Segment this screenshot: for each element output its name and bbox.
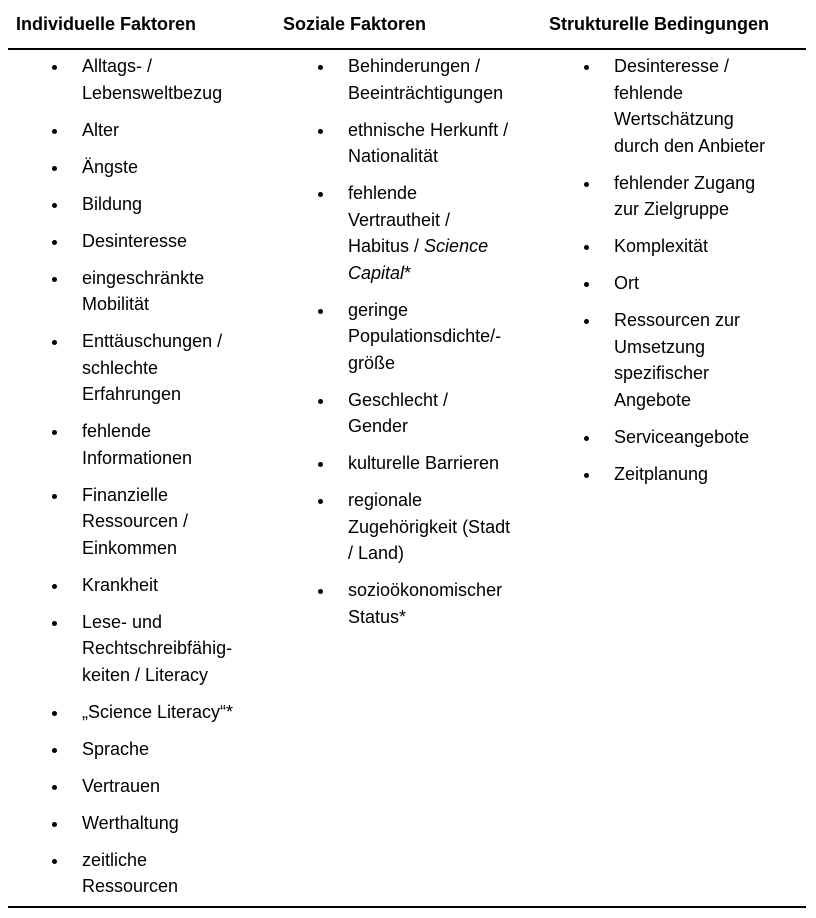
bullet-icon (318, 192, 323, 197)
list-item-line: Ressourcen zur (614, 310, 741, 330)
list-item-line: Vertrautheit / (348, 209, 451, 230)
list-item-line: Umsetzung (614, 336, 706, 357)
list-item-line: / Land) (348, 543, 405, 563)
bullet-icon (318, 65, 323, 70)
column-individuelle-faktoren (8, 53, 273, 910)
bullet-icon (318, 499, 323, 504)
list-soziale-faktoren (273, 53, 540, 630)
list-item-line: kulturelle Barrieren (348, 453, 500, 473)
list-item-text (614, 233, 806, 260)
bullet-icon (584, 436, 589, 441)
list-item-line: Alltags- / (82, 56, 153, 76)
list-item (273, 387, 540, 440)
list-item-line: Serviceangebote (614, 426, 750, 447)
bullet-icon (52, 430, 57, 435)
header-soziale-faktoren: Soziale Faktoren (283, 14, 427, 34)
table-header-row (8, 0, 806, 48)
list-item-line: Desinteresse / (614, 56, 730, 76)
list-item-text (82, 482, 273, 562)
list-item (273, 577, 540, 630)
list-item-text (82, 228, 273, 255)
bullet-icon (52, 240, 57, 245)
list-item-italic-text: Capital (348, 262, 405, 283)
list-item-text (82, 117, 273, 144)
list-item-line: größe (348, 352, 396, 373)
list-item-line: Lese- und (82, 611, 163, 632)
list-item (8, 228, 273, 255)
list-item-text (82, 328, 273, 408)
list-item-plain-text: * (404, 262, 412, 283)
list-item-line: Populationsdichte/- (348, 326, 502, 346)
list-item (540, 170, 806, 223)
list-item-text (348, 117, 540, 170)
bullet-icon (52, 65, 57, 70)
bullet-icon (318, 309, 323, 314)
list-item-line: Alter (82, 119, 120, 140)
list-item (540, 424, 806, 451)
list-item-text (82, 154, 273, 181)
list-item-text (82, 418, 273, 471)
list-item-line (348, 233, 540, 260)
bullet-icon (584, 65, 589, 70)
list-item-text (614, 270, 806, 297)
bullet-icon (52, 711, 57, 716)
bullet-icon (52, 129, 57, 134)
bullet-icon (52, 277, 57, 282)
list-item (8, 191, 273, 218)
list-strukturelle-bedingungen (540, 53, 806, 487)
list-item-line (348, 260, 540, 287)
header-individuelle-faktoren: Individuelle Faktoren (16, 14, 197, 34)
list-item-line: Mobilität (82, 294, 150, 314)
list-item-text (348, 387, 540, 440)
bullet-icon (52, 584, 57, 589)
list-item-text (614, 461, 806, 488)
bullet-icon (52, 621, 57, 626)
list-item-line: Erfahrungen (82, 384, 182, 404)
list-item-text (348, 450, 540, 477)
list-item-text (348, 53, 540, 106)
bullet-icon (52, 859, 57, 864)
list-item-line: Angebote (614, 389, 692, 410)
list-item (8, 482, 273, 562)
list-item-text (82, 53, 273, 106)
list-item-line: geringe (348, 299, 409, 320)
bullet-icon (584, 319, 589, 324)
list-item-line: zeitliche (82, 849, 148, 870)
list-item-line: Geschlecht / (348, 389, 449, 410)
list-item-text (614, 424, 806, 451)
list-item (8, 847, 273, 900)
list-item-line: Status* (348, 606, 407, 627)
list-item (8, 572, 273, 599)
list-item-text (82, 572, 273, 599)
list-item-line: Ressourcen (82, 876, 179, 896)
list-individuelle-faktoren (8, 53, 273, 900)
list-item-line: Krankheit (82, 574, 159, 595)
list-item-line: Sprache (82, 738, 150, 759)
list-item-line: Desinteresse (82, 230, 188, 251)
list-item-line: Ort (614, 273, 639, 293)
list-item (8, 154, 273, 181)
list-item-line: „Science Literacy“* (82, 701, 234, 722)
bullet-icon (584, 473, 589, 478)
list-item (540, 233, 806, 260)
list-item (540, 461, 806, 488)
list-item (8, 609, 273, 689)
header-strukturelle-bedingungen: Strukturelle Bedingungen (549, 14, 770, 34)
header-rule (8, 48, 806, 50)
list-item-text (614, 170, 806, 223)
list-item-text (348, 577, 540, 630)
list-item (8, 810, 273, 837)
list-item-text (614, 307, 806, 413)
list-item-text (348, 487, 540, 567)
column-strukturelle-bedingungen (540, 53, 806, 498)
list-item-line: fehlende (82, 421, 152, 441)
list-item-text (82, 810, 273, 837)
bullet-icon (52, 166, 57, 171)
list-item (8, 265, 273, 318)
barrier-factors-table (8, 0, 806, 918)
bullet-icon (318, 589, 323, 594)
column-soziale-faktoren (273, 53, 540, 641)
list-item-line: Vertrauen (82, 775, 161, 796)
bullet-icon (52, 748, 57, 753)
list-item-line: Zeitplanung (614, 463, 709, 484)
list-item-line: Komplexität (614, 236, 709, 256)
list-item (273, 53, 540, 106)
list-item-text (82, 265, 273, 318)
bottom-rule (8, 906, 806, 908)
list-item-text (82, 736, 273, 763)
list-item (540, 307, 806, 413)
list-item-line: Bildung (82, 193, 143, 214)
list-item-line: Rechtschreibfähig- (82, 638, 233, 658)
list-item (273, 450, 540, 477)
list-item (8, 773, 273, 800)
list-item-line: Wertschätzung (614, 109, 734, 129)
list-item-line: zur Zielgruppe (614, 199, 730, 219)
list-item (273, 487, 540, 567)
list-item-line: Finanzielle (82, 484, 169, 505)
list-item-plain-text: Habitus / (348, 236, 425, 256)
list-item (273, 117, 540, 170)
bullet-icon (584, 182, 589, 187)
list-item-line: fehlende (348, 183, 418, 203)
bullet-icon (52, 340, 57, 345)
list-item (540, 53, 806, 159)
bullet-icon (318, 462, 323, 467)
list-item-line: fehlende (614, 82, 684, 103)
list-item-text (348, 180, 540, 286)
list-item-line: Informationen (82, 447, 193, 468)
list-item-line: regionale (348, 490, 423, 510)
list-item (8, 117, 273, 144)
list-item (273, 180, 540, 286)
list-item (8, 53, 273, 106)
list-item (8, 418, 273, 471)
list-item-line: keiten / Literacy (82, 664, 209, 685)
list-item-line: Beeinträchtigungen (348, 82, 504, 103)
list-item-line: Zugehörigkeit (Stadt (348, 516, 511, 537)
bullet-icon (52, 203, 57, 208)
list-item (8, 736, 273, 763)
list-item-text (82, 847, 273, 900)
list-item-text (348, 297, 540, 377)
list-item-line: schlechte (82, 357, 159, 378)
bullet-icon (52, 822, 57, 827)
list-item (8, 328, 273, 408)
bullet-icon (52, 785, 57, 790)
list-item-line: Ressourcen / (82, 511, 189, 531)
list-item-line: Enttäuschungen / (82, 331, 223, 351)
list-item-line: sozioökonomischer (348, 580, 503, 600)
list-item-line: Nationalität (348, 146, 439, 166)
list-item (273, 297, 540, 377)
list-item-line: eingeschränkte (82, 267, 205, 288)
list-item-text (82, 699, 273, 726)
list-item (8, 699, 273, 726)
bullet-icon (52, 494, 57, 499)
list-item-line: Ängste (82, 156, 139, 177)
bullet-icon (584, 282, 589, 287)
list-item-text (82, 191, 273, 218)
bullet-icon (318, 399, 323, 404)
list-item-line: ethnische Herkunft / (348, 119, 509, 140)
list-item-line: durch den Anbieter (614, 135, 766, 156)
list-item-line: Lebensweltbezug (82, 82, 223, 103)
list-item-italic-text: Science (424, 236, 489, 256)
list-item-text (82, 773, 273, 800)
list-item-line: Werthaltung (82, 812, 179, 833)
list-item (540, 270, 806, 297)
list-item-text (82, 609, 273, 689)
bullet-icon (584, 245, 589, 250)
list-item-line: Behinderungen / (348, 56, 481, 76)
list-item-line: spezifischer (614, 363, 710, 383)
list-item-line: Einkommen (82, 537, 178, 558)
bullet-icon (318, 129, 323, 134)
list-item-line: fehlender Zugang (614, 172, 756, 193)
list-item-text (614, 53, 806, 159)
list-item-line: Gender (348, 416, 409, 436)
